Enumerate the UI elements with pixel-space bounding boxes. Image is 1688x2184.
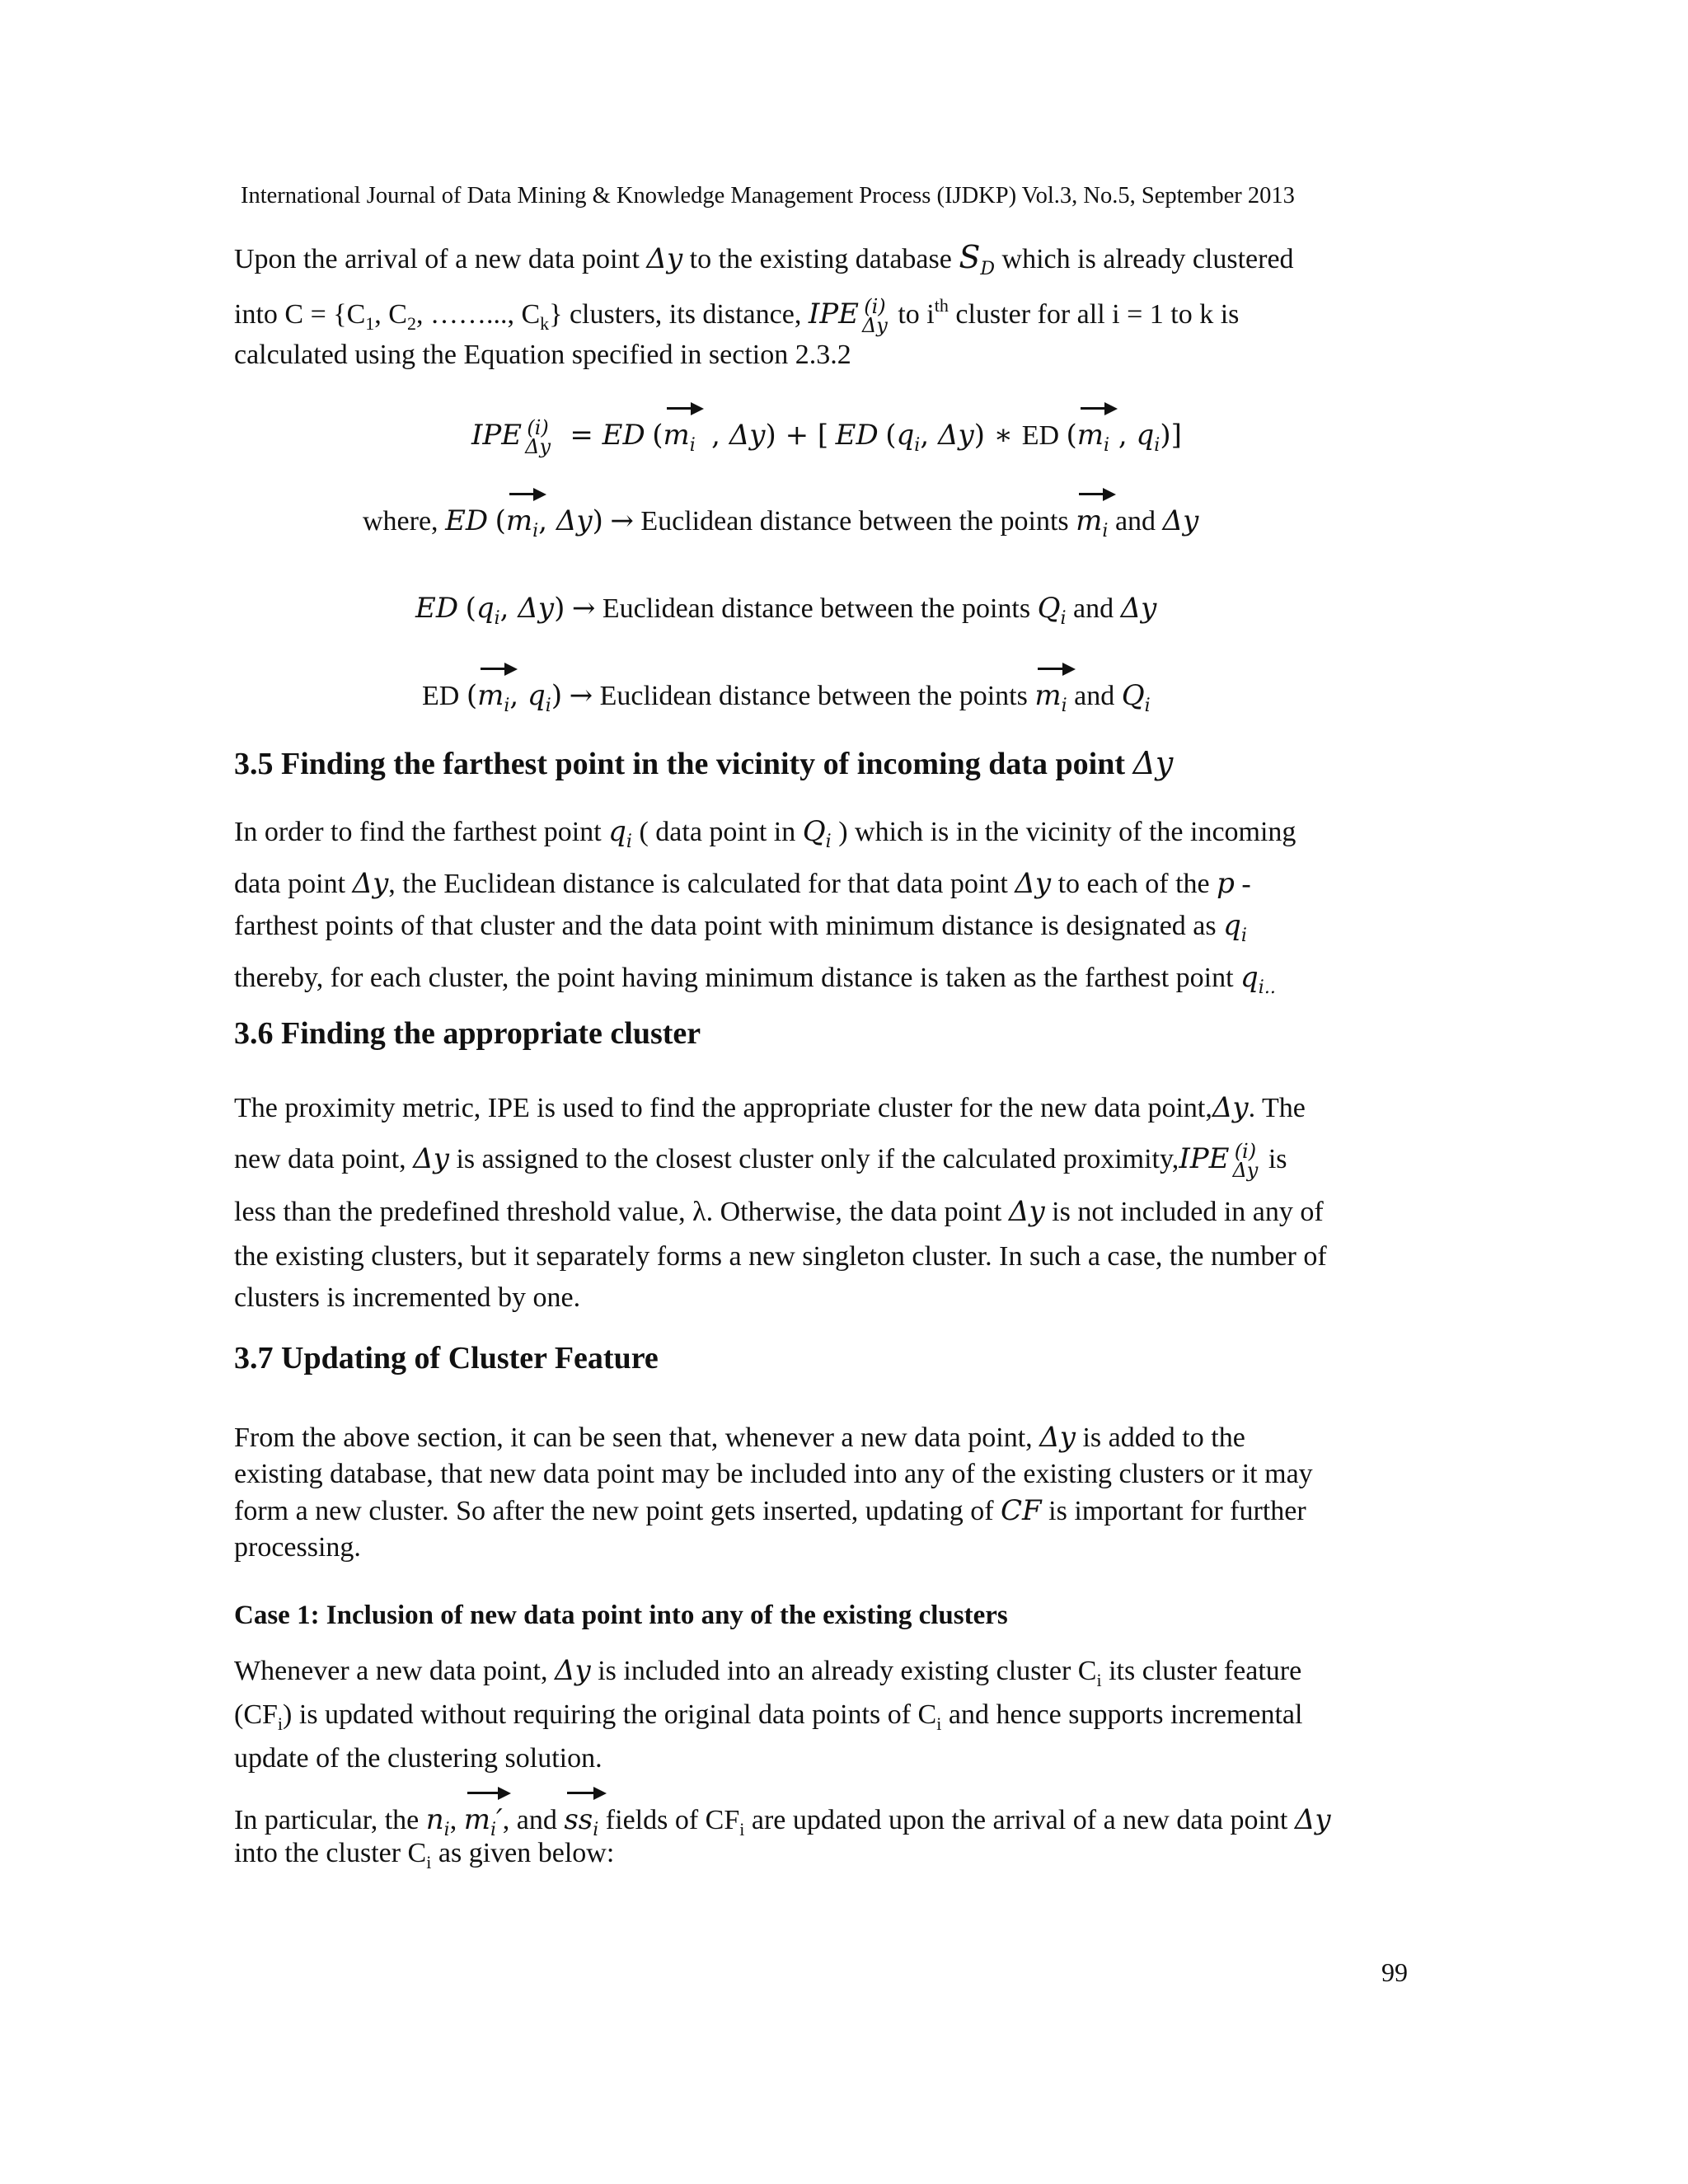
intro-line-2: into $C = \{C_1$, $C_2$, ……..., $C_k$} clusters, its distance, IPE (i) Δy to $i^{th}$ cluster for all i = 1 to k is	[234, 295, 1240, 338]
page-number: 99	[1381, 1957, 1408, 1987]
definition-ed-m-dy: where, ED ($m_i$, Δy) → Euclidean distance between the points $m_i$ and Δy	[363, 504, 1199, 541]
intro-line-1: Upon the arrival of a new data point Δy to the existing database $S_D$ which is already clustered	[234, 239, 1294, 279]
definition-ed-q-dy: ED ($q_i$, Δy) → Euclidean distance between the points $Q_i$ and Δy	[415, 592, 1157, 629]
section-3-7-paragraph: From the above section, it can be seen that, whenever a new data point, Δy is added to the existing database, that new data point may be included into any of the existing clusters or it may form a new cluster. So after the new point gets inserted, updating of CF is important for further processing.	[234, 1421, 1313, 1563]
section-3-6-heading: 3.6 Finding the appropriate cluster	[234, 1016, 701, 1051]
section-3-5-heading: 3.5 Finding the farthest point in the vicinity of incoming data point Δy	[234, 745, 1174, 781]
section-3-7-heading: 3.7 Updating of Cluster Feature	[234, 1341, 659, 1376]
definition-ed-m-q: ED ($m_i$, $q_i$) → Euclidean distance between the points $m_i$ and $Q_i$	[422, 679, 1151, 716]
running-header: International Journal of Data Mining & Knowledge Management Process (IJDKP) Vol.3, No.5, September 2013	[241, 183, 1295, 209]
case-1-paragraph: Whenever a new data point, Δy is included into an already existing cluster $C_i$ its cluster feature $(CF_i)$ is updated without requiring the original data points of $C_i$ and hence supports incremental update of the clustering solution.	[234, 1654, 1303, 1774]
ipe-equation: IPE (i) Δy = ED ($m_i$ , Δy) + [ ED ($q_i$, Δy) ∗ ED ($m_i$ , $q_i$)]	[471, 416, 1182, 459]
case-1-line-5: into the cluster $C_i$ as given below:	[234, 1838, 615, 1872]
section-3-6-line-2: new data point, Δy is assigned to the closest cluster only if the calculated proximity,IPE (i) Δy is	[234, 1140, 1287, 1183]
case-1-line-4: In particular, the $n_i$, $m_i'$, and $ss_i$ fields of $CF_i$ are updated upon the arrival of a new data point Δy	[234, 1803, 1331, 1840]
intro-line-3: calculated using the Equation specified in section 2.3.2	[234, 340, 851, 370]
section-3-6-line-3: less than the predefined threshold value, λ. Otherwise, the data point Δy is not included in any of	[234, 1195, 1324, 1228]
section-3-6-line-4: the existing clusters, but it separately forms a new singleton cluster. In such a case, the number of	[234, 1241, 1327, 1272]
section-3-6-line-1: The proximity metric, IPE is used to find the appropriate cluster for the new data point,Δy. The	[234, 1091, 1306, 1124]
section-3-5-paragraph: In order to find the farthest point $q_i$ ( data point in $Q_i$ ) which is in the vicinity of the incoming data point Δy, the Euclidean distance is calculated for that data point Δy to each of the p - farthest points of that cluster and the data point with minimum distance is designated as $q_i$ thereby, for each cluster, the point having minimum distance is taken as the farthest point $q_{i..}$	[234, 815, 1296, 998]
case-1-heading: Case 1: Inclusion of new data point into any of the existing clusters	[234, 1601, 1008, 1630]
section-3-6-line-5: clusters is incremented by one.	[234, 1282, 581, 1313]
